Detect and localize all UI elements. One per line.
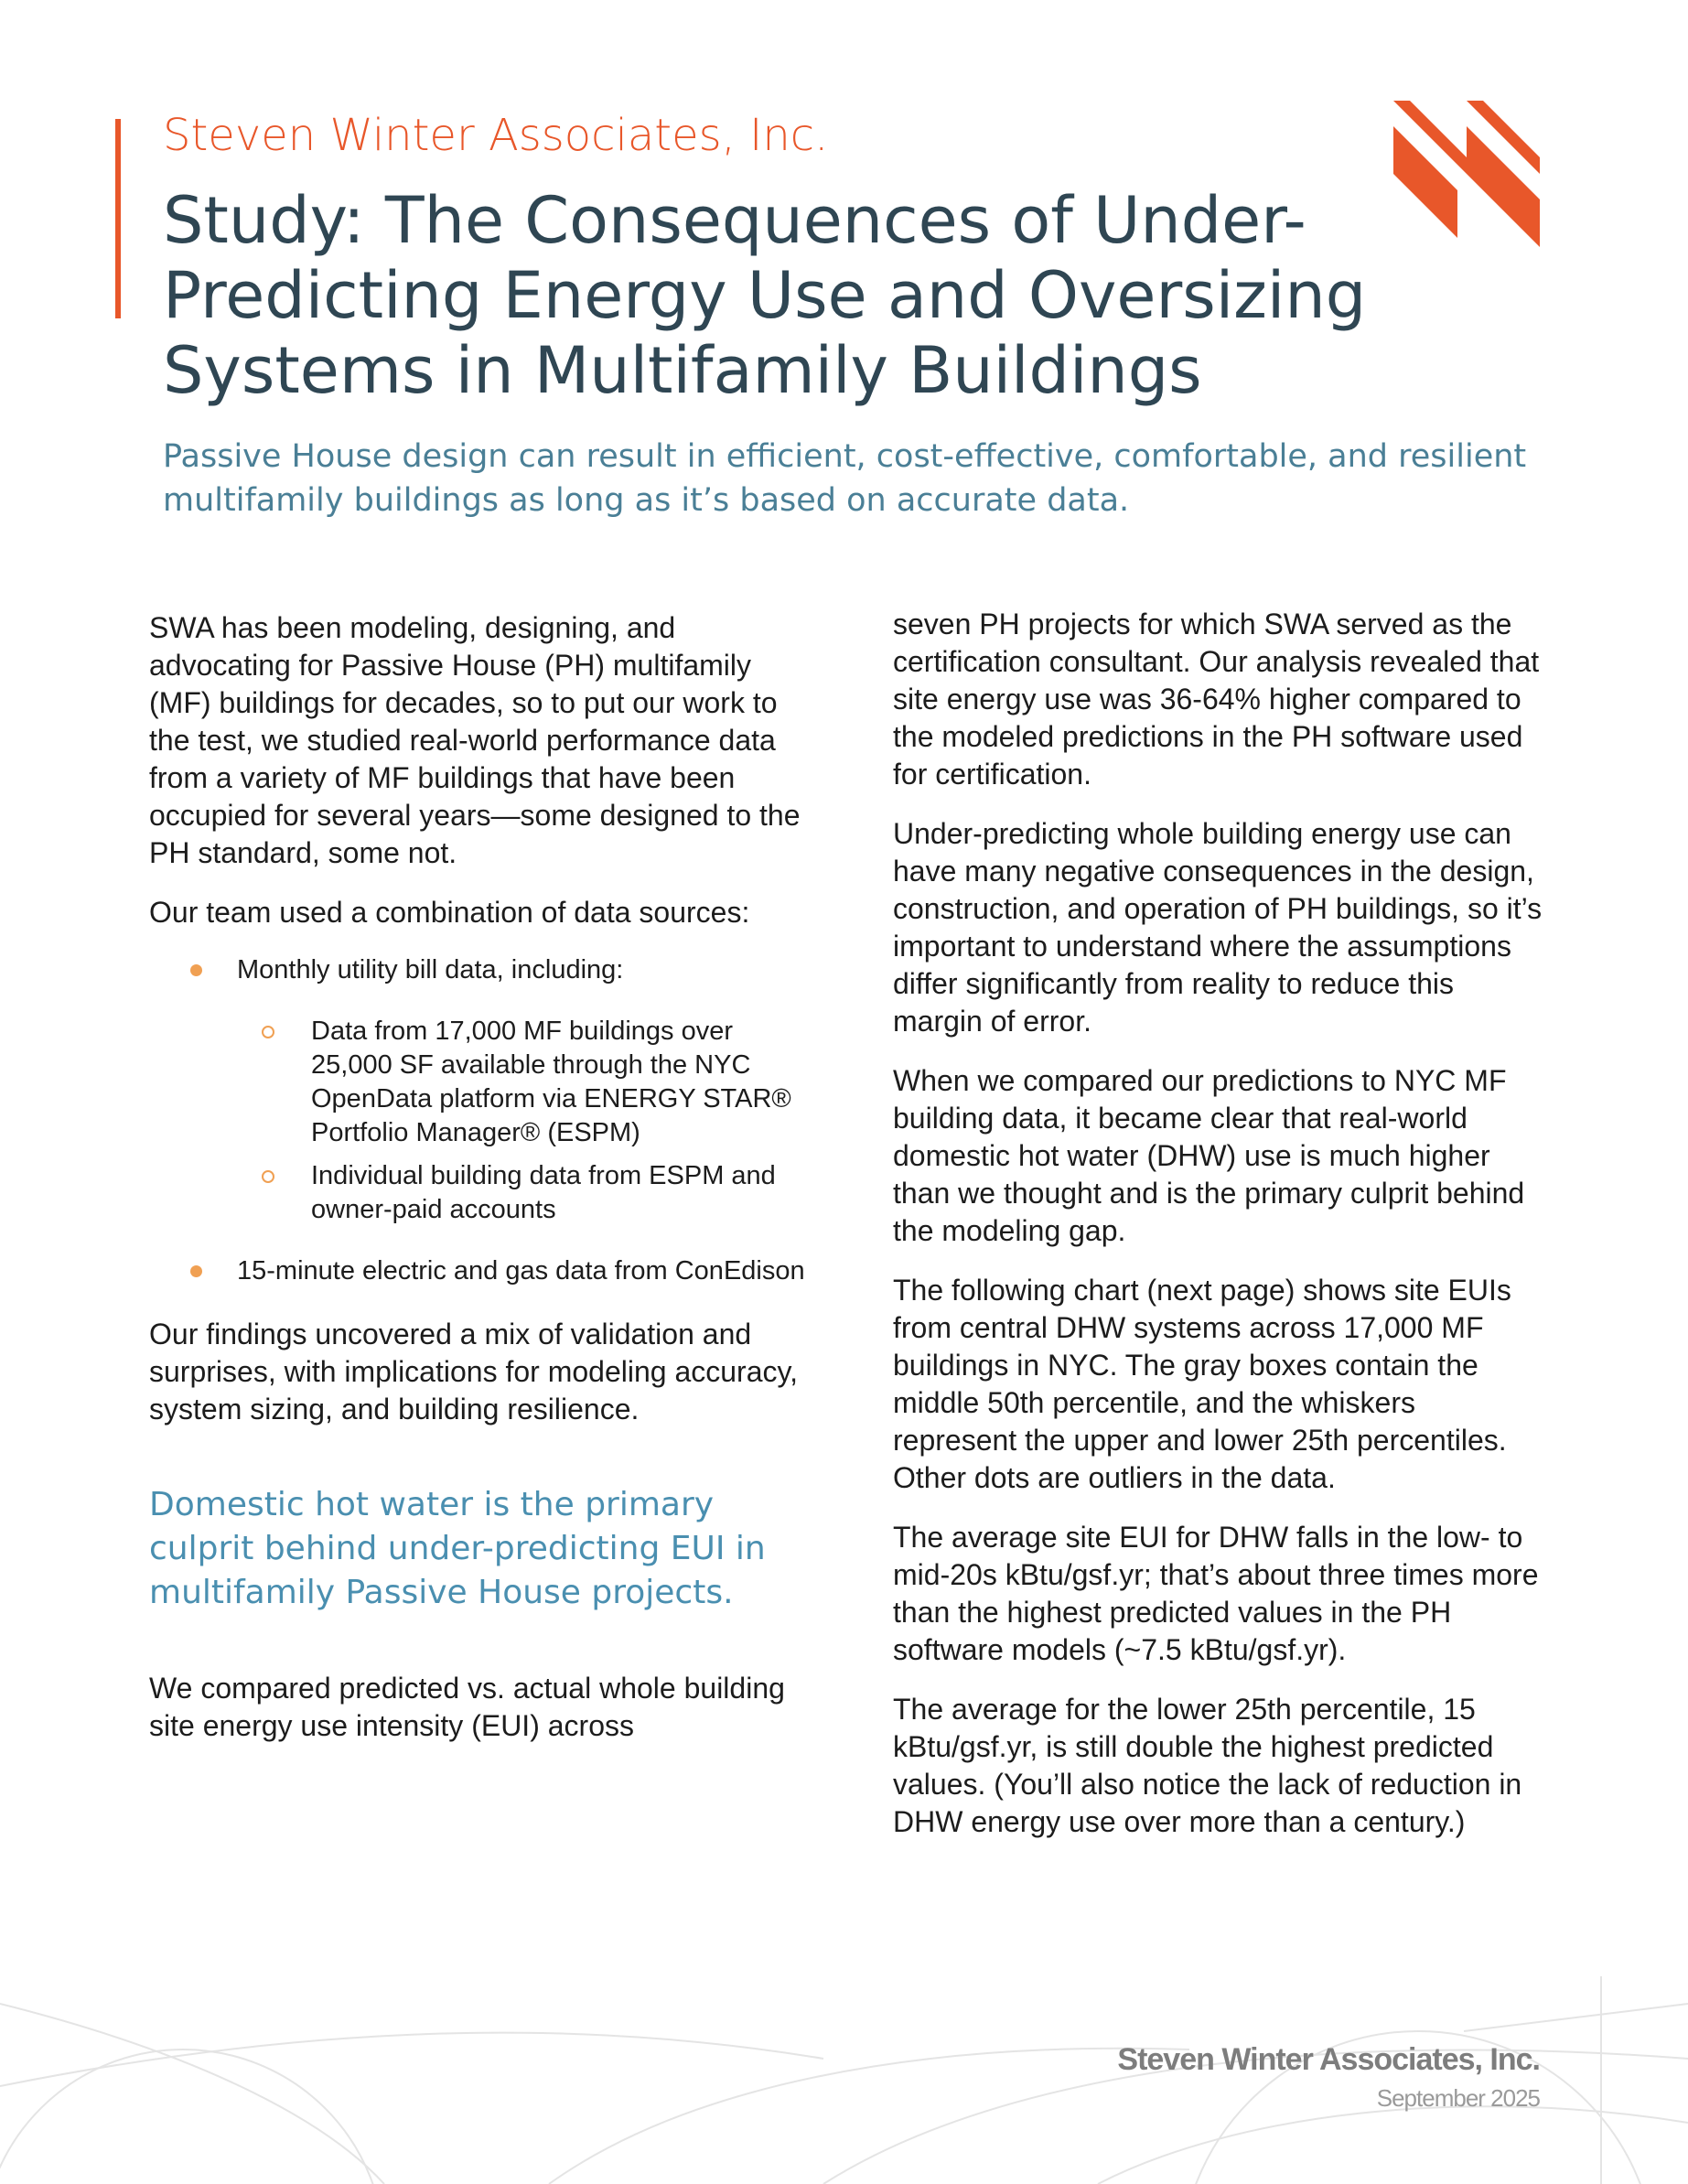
company-title: Steven Winter Associates, Inc. <box>163 110 829 161</box>
list-item <box>149 1254 808 1288</box>
bullet-dot-icon <box>190 964 202 976</box>
body-paragraph: Under-predicting whole building energy use can have many negative consequences in the design, construction, and operation of PH buildings, so it’s important to understand where the assumptions differ significantly from reality to reduce this margin of error. <box>893 817 1543 1038</box>
sub-list-item-text: Data from 17,000 MF buildings over 25,000 SF available through the NYC OpenData platform via ENERGY STAR® Portfolio Manager® (ESPM) <box>311 1017 791 1147</box>
subtitle: Passive House design can result in efficient, cost-effective, comfortable, and resilient multifamily buildings as long as it’s based on accurate data. <box>163 438 1527 519</box>
body-paragraph: When we compared our predictions to NYC MF building data, it became clear that real-world domestic hot water (DHW) use is much higher than we thought and is the primary culprit behind the modeling gap. <box>893 1064 1525 1247</box>
list-item-text: 15-minute electric and gas data from ConEdison <box>237 1256 805 1286</box>
footer-company: Steven Winter Associates, Inc. <box>1117 2042 1540 2077</box>
left-column <box>149 609 808 1767</box>
compared-paragraph: We compared predicted vs. actual whole building site energy use intensity (EUI) across <box>149 1672 785 1742</box>
data-sources-list <box>149 953 808 1288</box>
page-title: Study: The Consequences of Under-Predicting Energy Use and Oversizing Systems in Multifamily Buildings <box>163 183 1367 408</box>
intro-paragraph: SWA has been modeling, designing, and advocating for Passive House (PH) multifamily (MF) buildings for decades, so to put our work to the test, we studied real-world performance data from a variety of MF buildings that have been occupied for several years—some designed to the PH standard, some not. <box>149 611 801 869</box>
bullet-ring-icon <box>262 1170 274 1183</box>
swa-logo <box>1393 101 1540 247</box>
list-item-text: Monthly utility bill data, including: <box>237 955 624 984</box>
sub-list-item <box>237 1159 808 1227</box>
body-paragraph: The following chart (next page) shows site EUIs from central DHW systems across 17,000 MF buildings in NYC. The gray boxes contain the middle 50th percentile, and the whiskers represent the upper and lower 25th percentiles. Other dots are outliers in the data. <box>893 1274 1511 1494</box>
list-item <box>149 953 808 1227</box>
body-paragraph: The average site EUI for DHW falls in the low- to mid-20s kBtu/gsf.yr; that’s about three times more than the highest predicted values in the PH software models (~7.5 kBtu/gsf.yr). <box>893 1521 1539 1666</box>
sources-intro: Our team used a combination of data sources: <box>149 896 750 929</box>
sub-list-item-text: Individual building data from ESPM and owner-paid accounts <box>311 1161 776 1224</box>
body-paragraph: seven PH projects for which SWA served as the certification consultant. Our analysis revealed that site energy use was 36-64% higher compared to the modeled predictions in the PH software used for certification. <box>893 608 1540 791</box>
bullet-dot-icon <box>190 1265 202 1277</box>
right-column <box>893 606 1543 1863</box>
sub-list-item <box>237 1015 808 1150</box>
sub-list <box>237 1015 808 1227</box>
findings-paragraph: Our findings uncovered a mix of validation and surprises, with implications for modeling accuracy, system sizing, and building resilience. <box>149 1318 798 1426</box>
bullet-ring-icon <box>262 1026 274 1038</box>
pull-quote: Domestic hot water is the primary culprit behind under-predicting EUI in multifamily Passive House projects. <box>149 1486 766 1611</box>
body-paragraph: The average for the lower 25th percentile, 15 kBtu/gsf.yr, is still double the highest predicted values. (You’ll also notice the lack of reduction in DHW energy use over more than a century.) <box>893 1693 1522 1838</box>
accent-bar <box>115 119 121 318</box>
footer-date: September 2025 <box>1376 2084 1540 2112</box>
footer-decoration <box>0 1976 1688 2184</box>
logo-shapes <box>1393 101 1540 247</box>
